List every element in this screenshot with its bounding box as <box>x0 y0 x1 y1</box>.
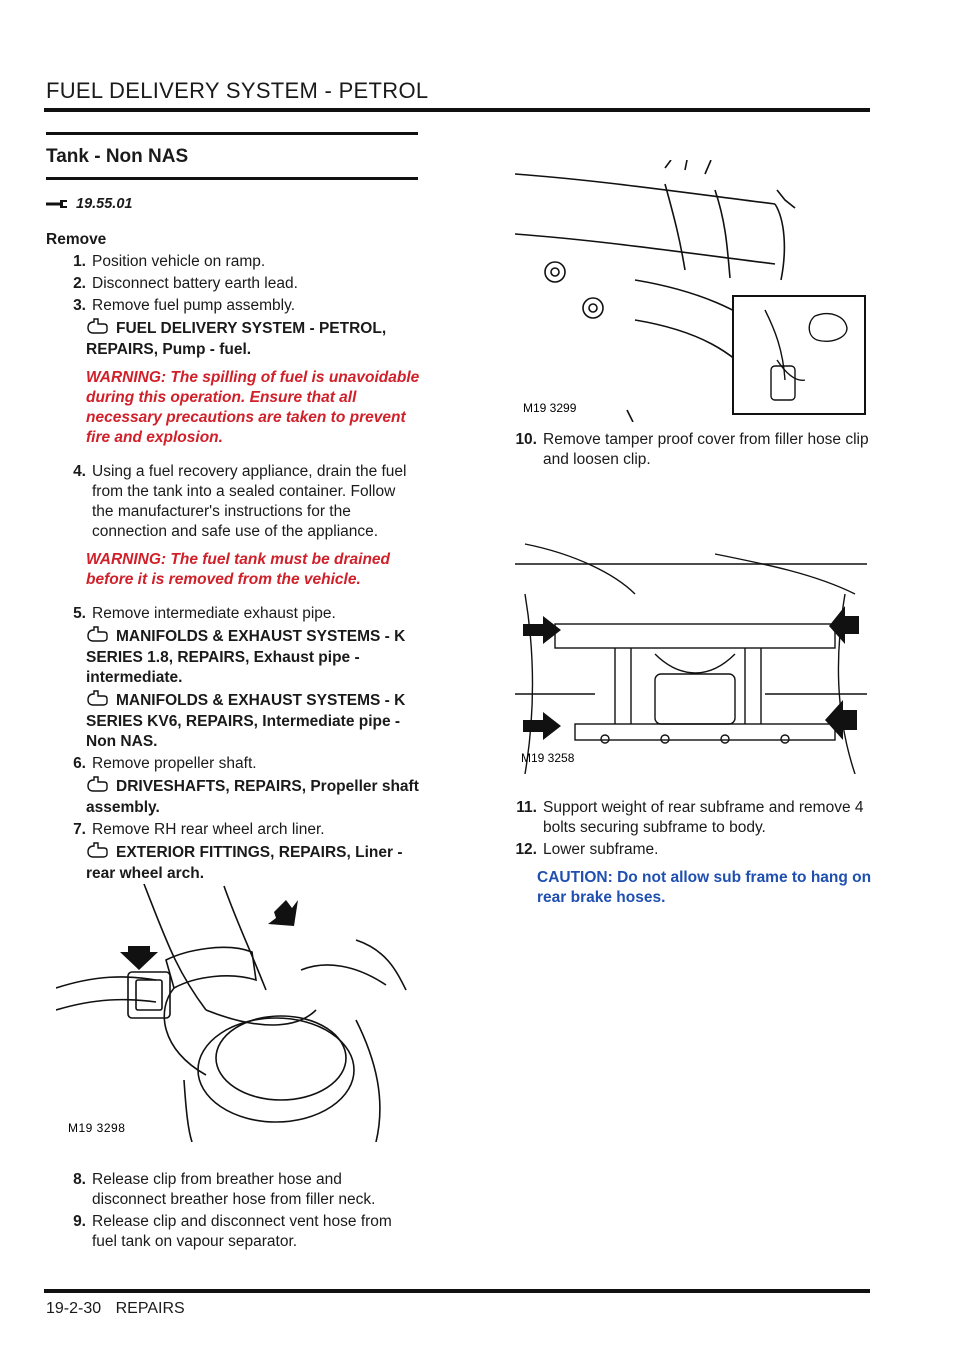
header-rule <box>44 108 870 112</box>
step-text: Release clip from breather hose and disconnect breather hose from filler neck. <box>92 1171 376 1208</box>
cross-reference-icon-wrap <box>86 776 116 798</box>
step-text: Lower subframe. <box>543 841 659 858</box>
footer-section: REPAIRS <box>115 1300 185 1317</box>
step-item <box>46 1170 420 1210</box>
figure-m19-3299 <box>515 160 867 422</box>
figure-label-3298: M19 3298 <box>68 1121 126 1135</box>
step-number: 8. <box>73 1171 86 1188</box>
section-top-rule <box>46 132 418 135</box>
step-text: Release clip and disconnect vent hose from fuel tank on vapour separator. <box>92 1213 392 1250</box>
cross-reference-text: DRIVESHAFTS, REPAIRS, Propeller shaft assembly. <box>86 778 419 816</box>
step-number: 9. <box>73 1213 86 1230</box>
step-item <box>497 798 875 838</box>
step-number: 5. <box>73 605 86 622</box>
detail-inset <box>733 296 865 414</box>
section-bottom-rule <box>46 177 418 180</box>
steps-right-a-list <box>497 430 875 470</box>
steps-left-list <box>46 252 420 884</box>
cross-reference-icon-wrap <box>86 842 116 864</box>
step-text: Disconnect battery earth lead. <box>92 275 298 292</box>
step-item <box>46 604 420 624</box>
cross-reference-text: FUEL DELIVERY SYSTEM - PETROL, REPAIRS, Pump - fuel. <box>86 320 387 358</box>
step-item <box>46 462 420 542</box>
cross-reference-icon <box>86 776 108 792</box>
step-number: 4. <box>73 463 86 480</box>
right-column-a <box>497 428 875 470</box>
cross-reference-icon <box>86 626 108 642</box>
step-item <box>497 840 875 860</box>
wrench-icon <box>46 199 68 209</box>
cross-reference-icon-wrap <box>86 626 116 648</box>
footer-rule <box>44 1289 870 1293</box>
cross-reference-icon <box>86 842 108 858</box>
page-number: 19-2-30 <box>46 1300 102 1317</box>
step-number: 7. <box>73 821 86 838</box>
caution-text: CAUTION: Do not allow sub frame to hang on rear brake hoses. <box>537 869 872 906</box>
left-column <box>46 132 420 886</box>
warning-text: WARNING: The fuel tank must be drained before it is removed from the vehicle. <box>86 551 390 588</box>
step-text: Remove RH rear wheel arch liner. <box>92 821 325 838</box>
figure-label-3299: M19 3299 <box>523 401 577 415</box>
cross-reference <box>86 776 420 818</box>
step-text: Remove intermediate exhaust pipe. <box>92 605 336 622</box>
filler-hose-clip-illustration <box>515 160 867 422</box>
warning-text: WARNING: The spilling of fuel is unavoidable during this operation. Ensure that all necessary precautions are taken to prevent fire and explosion. <box>86 369 420 446</box>
step-text: Using a fuel recovery appliance, drain the fuel from the tank into a sealed container. Follow the manufacturer's instructions for the connection and safe use of the appliance. <box>92 463 407 540</box>
left-bottom-column <box>46 1168 420 1252</box>
step-text: Remove fuel pump assembly. <box>92 297 296 314</box>
cross-reference-text: EXTERIOR FITTINGS, REPAIRS, Liner - rear wheel arch. <box>86 844 403 882</box>
step-text: Remove tamper proof cover from filler hose clip and loosen clip. <box>543 431 869 468</box>
step-text: Support weight of rear subframe and remove 4 bolts securing subframe to body. <box>543 799 864 836</box>
repair-code-text: 19.55.01 <box>76 196 133 212</box>
cross-reference-text: MANIFOLDS & EXHAUST SYSTEMS - K SERIES KV6, REPAIRS, Intermediate pipe - Non NAS. <box>86 692 406 750</box>
step-number: 11. <box>516 799 537 816</box>
step-number: 6. <box>73 755 86 772</box>
step-number: 3. <box>73 297 86 314</box>
steps-left-bottom-list <box>46 1170 420 1252</box>
step-text: Position vehicle on ramp. <box>92 253 266 270</box>
step-item <box>497 430 875 470</box>
cross-reference <box>86 626 420 688</box>
figure-m19-3298 <box>56 880 416 1142</box>
section-title: Tank - Non NAS <box>46 146 189 167</box>
cross-reference <box>86 842 420 884</box>
cross-reference-icon-wrap <box>86 690 116 712</box>
figure-m19-3258 <box>515 534 867 774</box>
repair-code <box>46 194 420 214</box>
figure-label-3258: M19 3258 <box>521 751 575 765</box>
cross-reference-icon <box>86 690 108 706</box>
cross-reference-icon <box>86 318 108 334</box>
step-item <box>46 296 420 316</box>
page-footer <box>46 1300 195 1318</box>
remove-subheading: Remove <box>46 231 107 248</box>
step-item <box>46 1212 420 1252</box>
step-text: Remove propeller shaft. <box>92 755 257 772</box>
right-column-b <box>497 796 875 916</box>
cross-reference <box>86 690 420 752</box>
step-number: 1. <box>73 253 86 270</box>
step-number: 2. <box>73 275 86 292</box>
cross-reference <box>86 318 420 360</box>
step-item <box>46 252 420 272</box>
step-number: 12. <box>515 841 537 858</box>
rear-subframe-illustration <box>515 534 867 774</box>
step-item <box>46 274 420 294</box>
cross-reference-text: MANIFOLDS & EXHAUST SYSTEMS - K SERIES 1.8, REPAIRS, Exhaust pipe - intermediate. <box>86 628 406 686</box>
step-item <box>46 754 420 774</box>
step-number: 10. <box>515 431 537 448</box>
steps-right-b-list <box>497 798 875 908</box>
fuel-filler-neck-illustration <box>56 880 416 1142</box>
cross-reference-icon-wrap <box>86 318 116 340</box>
step-item <box>46 820 420 840</box>
page-header-title: FUEL DELIVERY SYSTEM - PETROL <box>46 78 429 103</box>
